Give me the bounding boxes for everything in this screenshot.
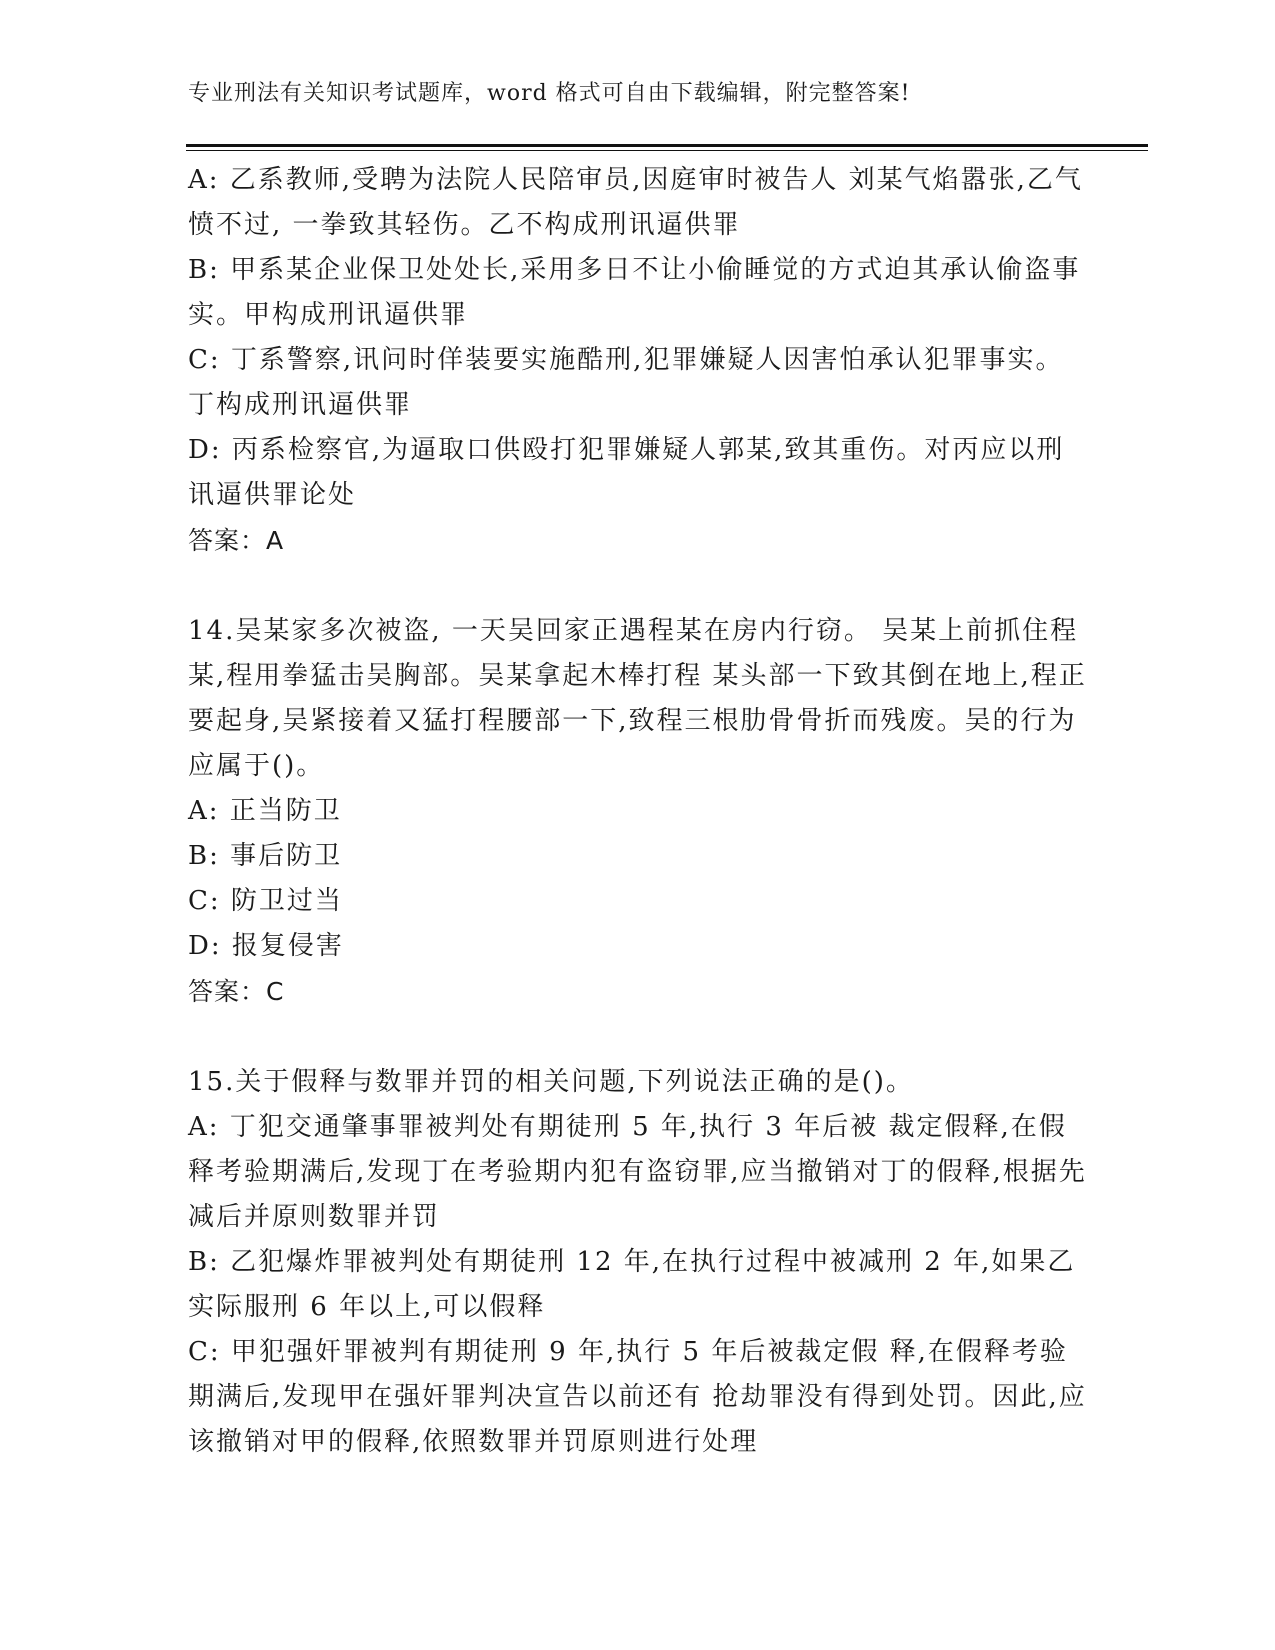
q14-question: 14.吴某家多次被盗, 一天吴回家正遇程某在房内行窃。 吴某上前抓住程某,程用拳猛击吴胸部。吴某拿起木棒打程 某头部一下致其倒在地上,程正要起身,吴紧接着又猛打程腰部一下,致程三根肋骨骨折而残废。吴的行为应属于()。 xyxy=(188,616,1087,781)
q14-answer: 答案：C xyxy=(188,977,285,1006)
q14-option-b: B: 事后防卫 xyxy=(188,841,343,871)
question-13 xyxy=(188,158,1088,563)
q14-option-a: A: 正当防卫 xyxy=(188,796,342,826)
header-rule-thin xyxy=(186,150,1148,151)
q15-option-b: B: 乙犯爆炸罪被判处有期徒刑 12 年,在执行过程中被减刑 2 年,如果乙实际服刑 6 年以上,可以假释 xyxy=(188,1247,1076,1322)
q13-answer: 答案：A xyxy=(188,526,285,555)
page-header: 专业刑法有关知识考试题库，word 格式可自由下载编辑，附完整答案! xyxy=(188,81,911,106)
question-15 xyxy=(188,1060,1088,1465)
q14-option-c: C: 防卫过当 xyxy=(188,886,343,916)
q14-option-d: D: 报复侵害 xyxy=(188,931,344,961)
q13-option-d: D: 丙系检察官,为逼取口供殴打犯罪嫌疑人郭某,致其重伤。对丙应以刑讯逼供罪论处 xyxy=(188,435,1065,510)
spacer xyxy=(188,563,1088,609)
q15-question: 15.关于假释与数罪并罚的相关问题,下列说法正确的是()。 xyxy=(188,1067,914,1097)
q15-option-c: C: 甲犯强奸罪被判有期徒刑 9 年,执行 5 年后被裁定假 释,在假释考验期满后,发现甲在强奸罪判决宣告以前还有 抢劫罪没有得到处罚。因此,应该撤销对甲的假释,依照数罪并罚原则进行处理 xyxy=(188,1337,1087,1457)
q15-option-a: A: 丁犯交通肇事罪被判处有期徒刑 5 年,执行 3 年后被 裁定假释,在假释考验期满后,发现丁在考验期内犯有盗窃罪,应当撤销对丁的假释,根据先减后并原则数罪并罚 xyxy=(188,1112,1087,1232)
q13-option-a: A: 乙系教师,受聘为法院人民陪审员,因庭审时被告人 刘某气焰嚣张,乙气愤不过, 一拳致其轻伤。乙不构成刑讯逼供罪 xyxy=(188,165,1083,240)
question-14 xyxy=(188,609,1088,1014)
q13-option-c: C: 丁系警察,讯问时佯装要实施酷刑,犯罪嫌疑人因害怕承认犯罪事实。丁构成刑讯逼供罪 xyxy=(188,345,1064,420)
spacer xyxy=(188,1014,1088,1060)
question-content xyxy=(188,158,1088,1465)
q13-option-b: B: 甲系某企业保卫处处长,采用多日不让小偷睡觉的方式迫其承认偷盗事实。甲构成刑讯逼供罪 xyxy=(188,255,1081,330)
header-rule-thick xyxy=(186,144,1148,147)
